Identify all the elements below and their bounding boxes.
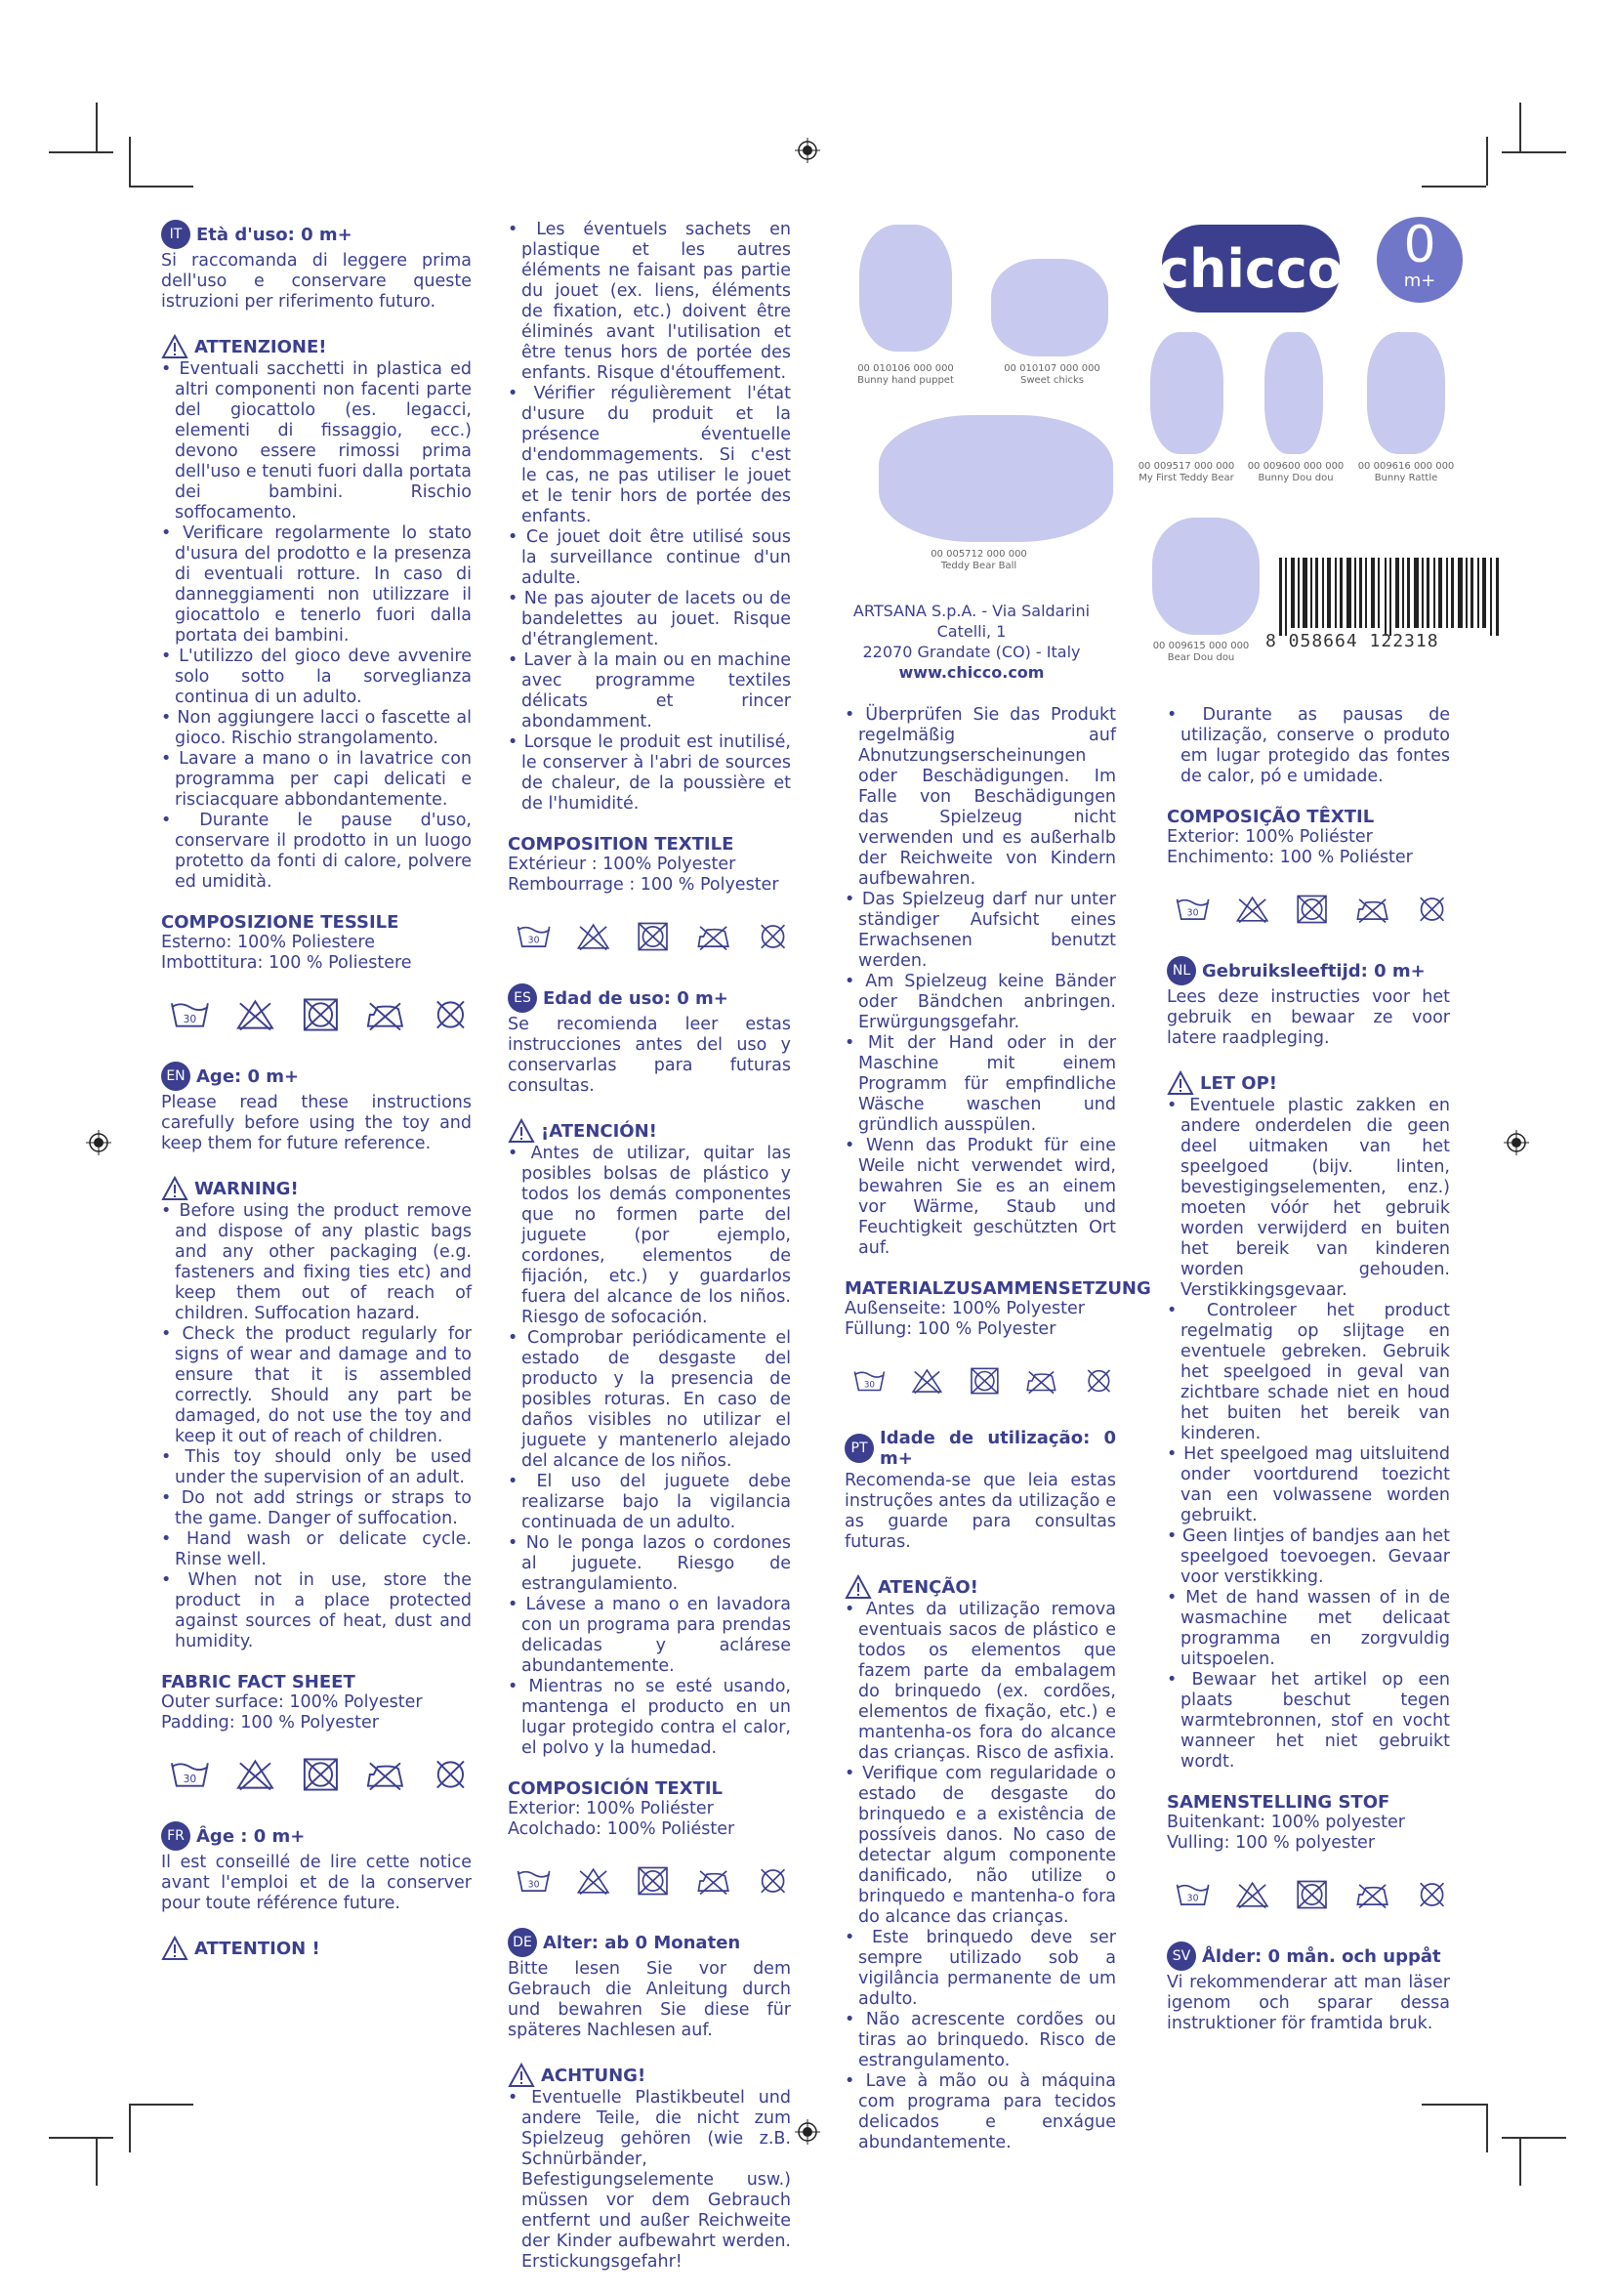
bunny-hand-puppet-image bbox=[859, 225, 952, 352]
warning-list-en bbox=[161, 1201, 472, 1652]
barcode-number: 8 058664 122318 bbox=[1265, 631, 1439, 651]
product-caption: 00 009600 000 000 Bunny Dou dou bbox=[1247, 461, 1345, 483]
composition-line: Esterno: 100% Poliestere bbox=[161, 933, 375, 952]
no-dry-clean-icon bbox=[1082, 1363, 1116, 1398]
list-item: • Lorsque le produit est inutilisé, le conserver à l'abri de sources de chaleur, de la poussière et de l'humidité. bbox=[508, 732, 791, 814]
section-sv bbox=[1167, 1941, 1450, 2034]
crop-mark bbox=[1519, 103, 1521, 151]
list-item: • Este brinquedo deve ser sempre utilizado sob a vigilância permanente de um adulto. bbox=[845, 1928, 1116, 2010]
warning-list-de-part1 bbox=[508, 2088, 791, 2273]
list-item: • Eventuali sacchetti in plastica ed altri componenti non facenti parte del giocattolo (es. legacci, elementi di fissaggio, ecc.) devono essere rimossi prima dell'uso e tenuti fuori dalla portata dei bambini. Rischio soffocamento. bbox=[161, 359, 472, 523]
composition-line: Padding: 100 % Polyester bbox=[161, 1713, 379, 1732]
section-es bbox=[508, 983, 791, 1899]
list-item: • Antes de utilizar, quitar las posibles bolsas de plástico y todos los demás componentes que no formen parte del juguete (por ejemplo, cordones, elementos de fijación, etc.) y guardarlos fuera del alcance de los niños. Riesgo de sofocación. bbox=[508, 1144, 791, 1328]
composition-line: Exterior: 100% Poliéster bbox=[508, 1799, 714, 1818]
section-it bbox=[161, 220, 472, 1032]
svg-text:30: 30 bbox=[1186, 907, 1199, 919]
composition-title-it: COMPOSIZIONE TESSILE bbox=[161, 912, 399, 933]
intro-de: Bitte lesen Sie vor dem Gebrauch die Anleitung durch und bewahren Sie diese für späteres Nachlesen auf. bbox=[508, 1959, 791, 2040]
list-item: • When not in use, store the product in a place protected against sources of heat, dust and humidity. bbox=[161, 1570, 472, 1652]
crop-mark bbox=[129, 186, 193, 188]
list-item: • Lavare a mano o in lavatrice con programma per capi delicati e risciacquare abbondantemente. bbox=[161, 749, 472, 811]
no-tumble-dry-icon bbox=[968, 1363, 1002, 1398]
wash-30-icon bbox=[516, 1863, 552, 1899]
list-item: • Comprobar periódicamente el estado de desgaste del producto y la presencia de posibles roturas. En caso de daños visibles no utilizar el juguete y mantenerlo alejado del alcance de los niños. bbox=[508, 1328, 791, 1472]
warning-list-pt bbox=[1167, 705, 1450, 787]
no-iron-icon bbox=[364, 997, 406, 1032]
product-caption: 00 010106 000 000 Bunny hand puppet bbox=[857, 363, 954, 386]
age-heading-es: ES Edad de uso: 0 m+ bbox=[508, 983, 791, 1013]
warning-triangle-icon bbox=[508, 1118, 535, 1144]
language-badge: NL bbox=[1167, 956, 1196, 985]
svg-text:30: 30 bbox=[183, 1012, 197, 1025]
product-caption: 00 005712 000 000 Teddy Bear Ball bbox=[931, 549, 1027, 571]
age-badge: 0 m+ bbox=[1377, 217, 1463, 303]
svg-text:30: 30 bbox=[863, 1380, 875, 1391]
warning-triangle-icon bbox=[161, 1176, 188, 1201]
list-item: • Do not add strings or straps to the game. Danger of suffocation. bbox=[161, 1488, 472, 1529]
wash-30-icon bbox=[1175, 892, 1211, 927]
section-pt bbox=[1167, 705, 1450, 927]
list-item: • Before using the product remove and dispose of any plastic bags and any other packaging (e.g. fasteners and fixing ties etc) and keep them out of reach of children. Suffocation hazard. bbox=[161, 1201, 472, 1324]
warning-heading-fr: ATTENTION ! bbox=[161, 1936, 472, 1961]
crop-mark bbox=[96, 103, 98, 151]
list-item: • Am Spielzeug keine Bänder oder Bändchen anbringen. Erwürgungsgefahr. bbox=[845, 972, 1116, 1033]
no-tumble-dry-icon bbox=[635, 1863, 671, 1899]
no-tumble-dry-icon bbox=[1294, 1877, 1330, 1912]
list-item: • Het speelgoed mag uitsluitend onder voortdurend toezicht van een volwassene worden gebruikt. bbox=[1167, 1444, 1450, 1526]
no-dry-clean-icon bbox=[1414, 892, 1450, 927]
list-item: • Durante as pausas de utilização, conserve o produto em lugar protegido das fontes de calor, pó e umidade. bbox=[1167, 705, 1450, 787]
registration-mark bbox=[795, 2119, 820, 2145]
no-tumble-dry-icon bbox=[300, 997, 342, 1032]
list-item: • Lave à mão ou à máquina com programa para tecidos delicados e enxágue abundantemente. bbox=[845, 2071, 1116, 2153]
no-tumble-dry-icon bbox=[1294, 892, 1330, 927]
crop-mark bbox=[129, 2104, 131, 2152]
product-caption: 00 010107 000 000 Sweet chicks bbox=[1004, 363, 1100, 386]
care-symbols bbox=[852, 1363, 1116, 1398]
svg-text:30: 30 bbox=[527, 1879, 540, 1891]
intro-en: Please read these instructions carefully before using the toy and keep them for future reference. bbox=[161, 1093, 472, 1153]
no-iron-icon bbox=[1024, 1363, 1058, 1398]
care-symbols bbox=[516, 1863, 791, 1899]
svg-text:30: 30 bbox=[183, 1772, 197, 1785]
intro-pt: Recomenda-se que leia estas instruções antes da utilização e as guarde para consultas futuras. bbox=[845, 1471, 1116, 1552]
intro-it: Si raccomanda di leggere prima dell'uso e conservare queste istruzioni per riferimento futuro. bbox=[161, 251, 472, 312]
age-heading-it: IT Età d'uso: 0 m+ bbox=[161, 220, 472, 249]
list-item: • Bewaar het artikel op een plaats beschut tegen warmtebronnen, stof en vocht wanneer het niet gebruikt wordt. bbox=[1167, 1670, 1450, 1773]
care-symbols bbox=[516, 919, 791, 954]
warning-list-de bbox=[845, 705, 1116, 1259]
list-item: • Verifique com regularidade o estado de desgaste do brinquedo e a existência de possíveis danos. No caso de detectar algum componente danificado, não utilize o brinquedo e mantenha-o fora do alcance das crianças. bbox=[845, 1764, 1116, 1928]
list-item: • Durante le pause d'uso, conservare il prodotto in un luogo protetto da fonti di calore, polvere ed umidità. bbox=[161, 811, 472, 893]
crop-mark bbox=[129, 137, 131, 186]
language-badge: SV bbox=[1167, 1941, 1196, 1971]
warning-triangle-icon bbox=[508, 2063, 535, 2088]
list-item: • Laver à la main ou en machine avec programme textiles délicats et rincer abondamment. bbox=[508, 650, 791, 732]
list-item: • Mientras no se esté usando, mantenga el producto en un lugar protegido contra el calor, el polvo y la humedad. bbox=[508, 1677, 791, 1759]
list-item: • Überprüfen Sie das Produkt regelmäßig auf Abnutzungserscheinungen oder Beschädigungen. Im Falle von Beschädigungen das Spielzeug nicht verwenden und es außerhalb der Reichweite von Kindern aufbewahren. bbox=[845, 705, 1116, 890]
list-item: • Verificare regolarmente lo stato d'usura del prodotto e la presenza di eventuali rotture. In caso di danneggiamenti non utilizzare il giocattolo e tenerlo fuori dalla portata dei bambini. bbox=[161, 523, 472, 647]
crop-mark bbox=[49, 151, 113, 153]
list-item: • El uso del juguete debe realizarse bajo la vigilancia continuada de un adulto. bbox=[508, 1472, 791, 1533]
intro-nl: Lees deze instructies voor het gebruik en bewaar ze voor latere raadpleging. bbox=[1167, 987, 1450, 1048]
crop-mark bbox=[1519, 2137, 1521, 2186]
teddy-bear-ball-image bbox=[879, 415, 1113, 542]
warning-triangle-icon bbox=[161, 1936, 188, 1961]
product-caption: 00 009517 000 000 My First Teddy Bear bbox=[1138, 461, 1235, 483]
crop-mark bbox=[1486, 2104, 1488, 2152]
no-iron-icon bbox=[695, 919, 731, 954]
section-de bbox=[845, 705, 1151, 1398]
list-item: • Check the product regularly for signs of wear and damage and to ensure that it is assembled correctly. Should any part be damaged, do not use the toy and keep it out of reach of children. bbox=[161, 1324, 472, 1447]
composition-title-nl: SAMENSTELLING STOF bbox=[1167, 1792, 1390, 1813]
crop-mark bbox=[1422, 186, 1486, 188]
age-heading-en: EN Age: 0 m+ bbox=[161, 1062, 472, 1091]
age-heading-fr: FR Âge : 0 m+ bbox=[161, 1821, 472, 1851]
wash-30-icon bbox=[169, 1757, 211, 1792]
list-item: • Ne pas ajouter de lacets ou de bandelettes au jouet. Risque d'étranglement. bbox=[508, 589, 791, 650]
no-bleach-icon bbox=[1234, 1877, 1270, 1912]
section-de-start bbox=[508, 1928, 791, 2273]
crop-mark bbox=[96, 2137, 98, 2186]
composition-line: Acolchado: 100% Poliéster bbox=[508, 1819, 735, 1839]
list-item: • Controleer het product regelmatig op slijtage en eventuele gebreken. Gebruik het speelgoed in geval van zichtbare schade niet en houd het buiten het bereik van kinderen. bbox=[1167, 1301, 1450, 1444]
no-dry-clean-icon bbox=[430, 1757, 472, 1792]
warning-heading-es: ¡ATENCIÓN! bbox=[508, 1118, 791, 1144]
column-2 bbox=[508, 220, 791, 2296]
age-heading-de: DE Alter: ab 0 Monaten bbox=[508, 1928, 791, 1957]
crop-mark bbox=[1486, 137, 1488, 186]
product-caption: 00 009616 000 000 Bunny Rattle bbox=[1357, 461, 1455, 483]
warning-triangle-icon bbox=[161, 334, 188, 359]
no-bleach-icon bbox=[575, 919, 611, 954]
language-badge: DE bbox=[508, 1928, 537, 1957]
list-item: • Vérifier régulièrement l'état d'usure du produit et la présence éventuelle d'endommagements. Si c'est le cas, ne pas utiliser le jouet et le tenir hors de portée des enfants. bbox=[508, 384, 791, 527]
list-item: • Lávese a mano o en lavadora con un programa para prendas delicadas y aclárese abundantemente. bbox=[508, 1595, 791, 1677]
svg-text:30: 30 bbox=[1186, 1893, 1199, 1904]
composition-line: Vulling: 100 % polyester bbox=[1167, 1833, 1376, 1853]
age-heading-pt: PT Idade de utilização: 0 m+ bbox=[845, 1428, 1116, 1469]
no-bleach-icon bbox=[1234, 892, 1270, 927]
list-item: • Antes da utilização remova eventuais sacos de plástico e todos os elementos que fazem parte da embalagem do brinquedo (ex. cordões, elementos de fixação, etc.) e mantenha-os fora do alcance das crianças. Risco de asfixia. bbox=[845, 1600, 1116, 1764]
list-item: • Wenn das Produkt für eine Weile nicht verwendet wird, bewahren Sie es an einem vor Wärme, Staub und Feuchtigkeit geschützten Ort auf. bbox=[845, 1136, 1116, 1259]
bear-doudou-image bbox=[1152, 518, 1260, 635]
wash-30-icon bbox=[1175, 1877, 1211, 1912]
age-heading-nl: NL Gebruiksleeftijd: 0 m+ bbox=[1167, 956, 1450, 985]
no-iron-icon bbox=[364, 1757, 406, 1792]
crop-mark bbox=[129, 2104, 193, 2106]
composition-line: Exterior: 100% Poliéster bbox=[1167, 827, 1373, 847]
teddy-bear-image bbox=[1150, 332, 1223, 454]
warning-list-nl bbox=[1167, 1096, 1450, 1773]
warning-heading-de: ACHTUNG! bbox=[508, 2063, 791, 2088]
list-item: • Les éventuels sachets en plastique et les autres éléments ne faisant pas partie du jouet (ex. liens, éléments de fixation, etc.) doivent être éliminés avant l'utilisation et être tenus hors de portée des enfants. Risque d'étouffement. bbox=[508, 220, 791, 384]
section-en bbox=[161, 1062, 472, 1792]
section-pt-start bbox=[845, 1428, 1116, 2153]
language-badge: IT bbox=[161, 220, 190, 249]
list-item: • Hand wash or delicate cycle. Rinse well. bbox=[161, 1529, 472, 1570]
warning-heading-en: WARNING! bbox=[161, 1176, 472, 1201]
warning-heading-it: ATTENZIONE! bbox=[161, 334, 472, 359]
registration-mark bbox=[1504, 1130, 1529, 1155]
composition-line: Füllung: 100 % Polyester bbox=[845, 1319, 1056, 1339]
no-bleach-icon bbox=[234, 997, 276, 1032]
composition-title-de: MATERIALZUSAMMENSETZUNG bbox=[845, 1278, 1151, 1299]
care-symbols bbox=[169, 997, 472, 1032]
age-heading-sv: SV Ålder: 0 mån. och uppåt bbox=[1167, 1941, 1450, 1971]
composition-title-pt: COMPOSIÇÃO TÊXTIL bbox=[1167, 807, 1375, 827]
care-symbols bbox=[169, 1757, 472, 1792]
list-item: • No le ponga lazos o cordones al juguete. Riesgo de estrangulamiento. bbox=[508, 1533, 791, 1595]
care-symbols bbox=[1175, 892, 1450, 927]
no-bleach-icon bbox=[575, 1863, 611, 1899]
column-4 bbox=[1167, 705, 1450, 2058]
list-item: • L'utilizzo del gioco deve avvenire solo sotto la sorveglianza continua di un adulto. bbox=[161, 647, 472, 708]
svg-text:30: 30 bbox=[527, 935, 540, 946]
section-nl bbox=[1167, 956, 1450, 1912]
no-dry-clean-icon bbox=[755, 1863, 791, 1899]
no-dry-clean-icon bbox=[430, 997, 472, 1032]
list-item: • Das Spielzeug darf nur unter ständiger Aufsicht eines Erwachsenen benutzt werden. bbox=[845, 890, 1116, 972]
language-badge: FR bbox=[161, 1821, 190, 1851]
composition-line: Extérieur : 100% Polyester bbox=[508, 855, 736, 874]
sweet-chicks-image bbox=[991, 259, 1108, 356]
barcode-icon bbox=[1279, 555, 1504, 639]
wash-30-icon bbox=[516, 919, 552, 954]
section-fr-start bbox=[161, 1821, 472, 1961]
no-tumble-dry-icon bbox=[300, 1757, 342, 1792]
list-item: • Não acrescente cordões ou tiras ao brinquedo. Risco de estrangulamento. bbox=[845, 2010, 1116, 2071]
composition-title-es: COMPOSICIÓN TEXTIL bbox=[508, 1778, 724, 1799]
language-badge: ES bbox=[508, 983, 537, 1013]
composition-title-fr: COMPOSITION TEXTILE bbox=[508, 834, 734, 855]
no-dry-clean-icon bbox=[1414, 1877, 1450, 1912]
wash-30-icon bbox=[852, 1363, 887, 1398]
intro-fr: Il est conseillé de lire cette notice avant l'emploi et de la conserver pour toute référence future. bbox=[161, 1853, 472, 1913]
warning-triangle-icon bbox=[1167, 1070, 1194, 1096]
warning-heading-nl: LET OP! bbox=[1167, 1070, 1450, 1096]
composition-line: Buitenkant: 100% polyester bbox=[1167, 1813, 1405, 1832]
list-item: • Eventuelle Plastikbeutel und andere Teile, die nicht zum Spielzeug gehören (wie z.B. Schnürbänder, Befestigungselemente usw.) müssen vor dem Gebrauch entfernt und außer Reichweite der Kinder aufbewahrt werden. Erstickungsgefahr! bbox=[508, 2088, 791, 2273]
registration-mark bbox=[795, 138, 820, 163]
manufacturer-address: ARTSANA S.p.A. - Via Saldarini Catelli, 1 22070 Grandate (CO) - Italy www.chicco.com bbox=[852, 602, 1091, 682]
composition-title-en: FABRIC FACT SHEET bbox=[161, 1672, 355, 1692]
no-bleach-icon bbox=[910, 1363, 944, 1398]
list-item: • Met de hand wassen of in de wasmachine met delicaat programma en zorgvuldig uitspoelen. bbox=[1167, 1588, 1450, 1670]
warning-heading-pt: ATENÇÃO! bbox=[845, 1574, 1116, 1600]
warning-list-es bbox=[508, 1144, 791, 1759]
crop-mark bbox=[1422, 2104, 1486, 2106]
language-badge: EN bbox=[161, 1062, 190, 1091]
wash-30-icon bbox=[169, 997, 211, 1032]
list-item: • Mit der Hand oder in der Maschine mit einem Programm für empfindliche Wäsche waschen und gründlich ausspülen. bbox=[845, 1033, 1116, 1136]
list-item: • Non aggiungere lacci o fascette al gioco. Rischio strangolamento. bbox=[161, 708, 472, 749]
bunny-doudou-image bbox=[1264, 332, 1323, 454]
no-iron-icon bbox=[695, 1863, 731, 1899]
no-tumble-dry-icon bbox=[635, 919, 671, 954]
intro-sv: Vi rekommenderar att man läser igenom och sparar dessa instruktioner för framtida bruk. bbox=[1167, 1973, 1450, 2033]
crop-mark bbox=[49, 2137, 113, 2139]
warning-triangle-icon bbox=[845, 1574, 872, 1600]
section-fr bbox=[508, 220, 791, 954]
warning-list-fr bbox=[508, 220, 791, 814]
crop-mark bbox=[1502, 151, 1566, 153]
composition-line: Imbottitura: 100 % Poliestere bbox=[161, 953, 412, 973]
composition-line: Rembourrage : 100 % Polyester bbox=[508, 875, 779, 895]
composition-line: Enchimento: 100 % Poliéster bbox=[1167, 848, 1413, 867]
intro-es: Se recomienda leer estas instrucciones antes del uso y conservarlas para futuras consultas. bbox=[508, 1015, 791, 1096]
no-iron-icon bbox=[1354, 1877, 1390, 1912]
language-badge: PT bbox=[845, 1434, 874, 1463]
crop-mark bbox=[1502, 2137, 1566, 2139]
no-dry-clean-icon bbox=[755, 919, 791, 954]
list-item: • This toy should only be used under the supervision of an adult. bbox=[161, 1447, 472, 1488]
product-caption: 00 009615 000 000 Bear Dou dou bbox=[1152, 641, 1250, 663]
list-item: • Geen lintjes of bandjes aan het speelgoed toevoegen. Gevaar voor verstikking. bbox=[1167, 1526, 1450, 1588]
list-item: • Eventuele plastic zakken en andere onderdelen die geen deel uitmaken van het speelgoed (bijv. linten, bevestigingselementen, enz.) moeten vóór het gebruik worden verwijderd en buiten het bereik van kinderen worden gehouden. Verstikkingsgevaar. bbox=[1167, 1096, 1450, 1301]
registration-mark bbox=[86, 1130, 111, 1155]
bunny-rattle-image bbox=[1367, 332, 1445, 454]
list-item: • Ce jouet doit être utilisé sous la surveillance continue d'un adulte. bbox=[508, 527, 791, 589]
warning-list-pt-part1 bbox=[845, 1600, 1116, 2153]
column-3 bbox=[845, 705, 1151, 2177]
column-1 bbox=[161, 220, 472, 1984]
warning-list-it bbox=[161, 359, 472, 893]
no-iron-icon bbox=[1354, 892, 1390, 927]
chicco-logo: chicco bbox=[1162, 225, 1340, 313]
composition-line: Outer surface: 100% Polyester bbox=[161, 1692, 423, 1712]
care-symbols bbox=[1175, 1877, 1450, 1912]
composition-line: Außenseite: 100% Polyester bbox=[845, 1299, 1085, 1318]
no-bleach-icon bbox=[234, 1757, 276, 1792]
